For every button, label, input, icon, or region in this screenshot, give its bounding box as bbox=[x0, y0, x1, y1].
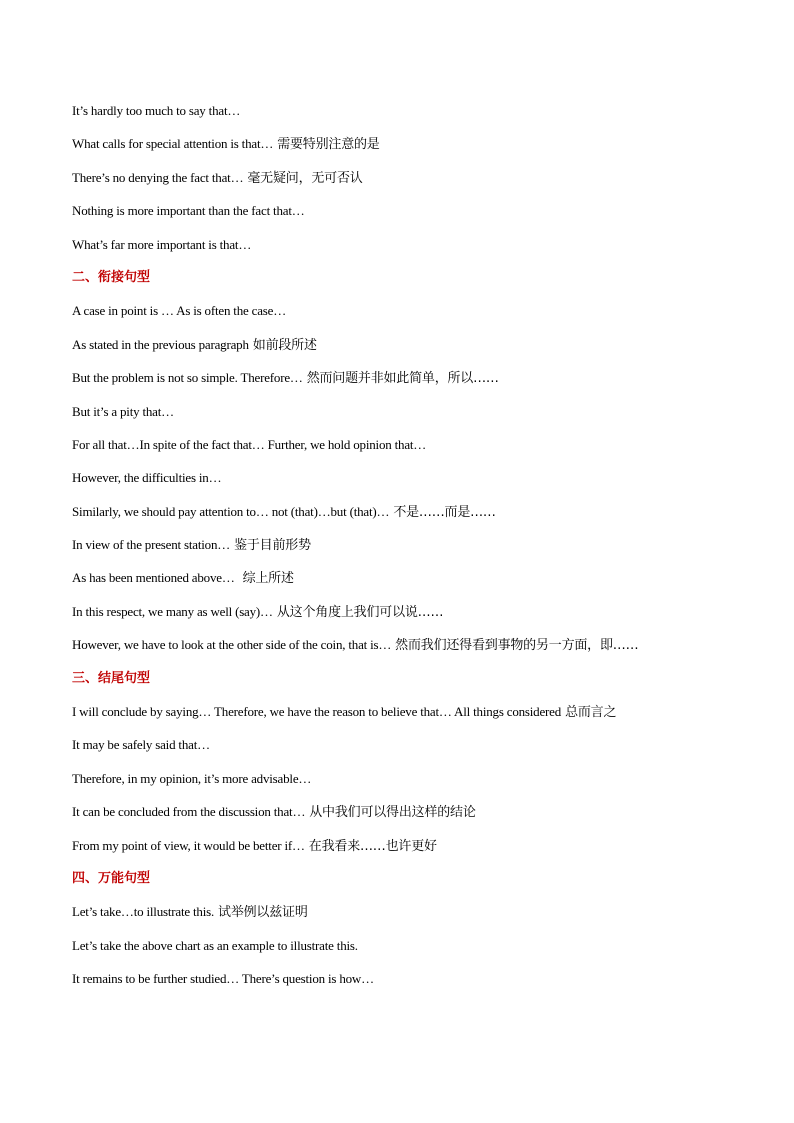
sentence-en: For all that…In spite of the fact that… Further, we hold opinion that… bbox=[72, 436, 427, 452]
sentence-line bbox=[72, 234, 732, 267]
sentence-en: What calls for special attention is that… bbox=[72, 136, 274, 152]
sentence-line bbox=[72, 768, 732, 801]
section-heading-conclusion: 三、结尾句型 bbox=[72, 670, 151, 686]
sentence-cn: 总而言之 bbox=[565, 705, 617, 721]
sentence-line bbox=[72, 567, 732, 600]
sentence-cn: 毫无疑问，无可否认 bbox=[247, 170, 363, 186]
sentence-en: As has been mentioned above… bbox=[72, 570, 235, 586]
sentence-line bbox=[72, 601, 732, 634]
sentence-cn: 从中我们可以得出这样的结论 bbox=[309, 805, 476, 821]
sentence-cn: 不是……而是…… bbox=[393, 504, 496, 520]
sentence-line bbox=[72, 534, 732, 567]
sentence-cn: 如前段所述 bbox=[252, 337, 317, 353]
sentence-line bbox=[72, 300, 732, 333]
sentence-line bbox=[72, 801, 732, 834]
sentence-line bbox=[72, 434, 732, 467]
sentence-en: I will conclude by saying… Therefore, we have the reason to believe that… All things considered bbox=[72, 704, 562, 720]
sentence-en: It may be safely said that… bbox=[72, 737, 210, 753]
sentence-en: From my point of view, it would be better if… bbox=[72, 837, 305, 853]
sentence-cn: 在我看来……也许更好 bbox=[308, 838, 437, 854]
sentence-cn: 试举例以兹证明 bbox=[218, 905, 308, 921]
sentence-en: However, the difficulties in… bbox=[72, 470, 222, 486]
sentence-en: What’s far more important is that… bbox=[72, 236, 252, 252]
sentence-en: Similarly, we should pay attention to… not (that)…but (that)… bbox=[72, 503, 390, 519]
sentence-cn: 综上所述 bbox=[238, 571, 294, 587]
section-heading-universal: 四、万能句型 bbox=[72, 870, 151, 886]
section-heading-transition: 二、衔接句型 bbox=[72, 269, 151, 285]
sentence-line bbox=[72, 401, 732, 434]
sentence-cn: 从这个角度上我们可以说…… bbox=[276, 604, 444, 620]
sentence-en: However, we have to look at the other side of the coin, that is… bbox=[72, 637, 392, 653]
sentence-line bbox=[72, 935, 732, 968]
sentence-line bbox=[72, 734, 732, 767]
sentence-cn: 鉴于目前形势 bbox=[234, 538, 311, 554]
sentence-cn: 需要特别注意的是 bbox=[277, 137, 380, 153]
sentence-line bbox=[72, 100, 732, 133]
sentence-cn: 然而我们还得看到事物的另一方面，即…… bbox=[395, 638, 639, 654]
sentence-en: Nothing is more important than the fact that… bbox=[72, 203, 305, 219]
sentence-en: It’s hardly too much to say that… bbox=[72, 103, 241, 118]
sentence-line bbox=[72, 200, 732, 233]
sentence-en: Let’s take…to illustrate this. bbox=[72, 904, 215, 920]
sentence-en: Let’s take the above chart as an example to illustrate this. bbox=[72, 937, 358, 953]
sentence-line bbox=[72, 367, 732, 400]
sentence-en: It can be concluded from the discussion that… bbox=[72, 804, 306, 820]
sentence-line bbox=[72, 467, 732, 500]
sentence-en: It remains to be further studied… There’s question is how… bbox=[72, 971, 374, 987]
sentence-en: As stated in the previous paragraph bbox=[72, 336, 249, 352]
sentence-line bbox=[72, 634, 732, 667]
sentence-en: Therefore, in my opinion, it’s more advisable… bbox=[72, 770, 312, 786]
sentence-en: In view of the present station… bbox=[72, 537, 231, 553]
sentence-cn: 然而问题并非如此简单，所以…… bbox=[306, 371, 499, 387]
sentence-line bbox=[72, 334, 732, 367]
document-content bbox=[72, 100, 732, 1002]
sentence-en: But the problem is not so simple. Therefore… bbox=[72, 370, 303, 386]
sentence-line bbox=[72, 901, 732, 934]
sentence-line bbox=[72, 835, 732, 868]
sentence-line bbox=[72, 701, 732, 734]
sentence-line bbox=[72, 501, 732, 534]
sentence-line bbox=[72, 133, 732, 166]
sentence-en: In this respect, we many as well (say)… bbox=[72, 603, 273, 619]
sentence-line bbox=[72, 167, 732, 200]
sentence-en: But it’s a pity that… bbox=[72, 403, 174, 419]
sentence-line bbox=[72, 968, 732, 1001]
sentence-en: There’s no denying the fact that… bbox=[72, 169, 244, 185]
sentence-en: A case in point is … As is often the case… bbox=[72, 303, 287, 319]
